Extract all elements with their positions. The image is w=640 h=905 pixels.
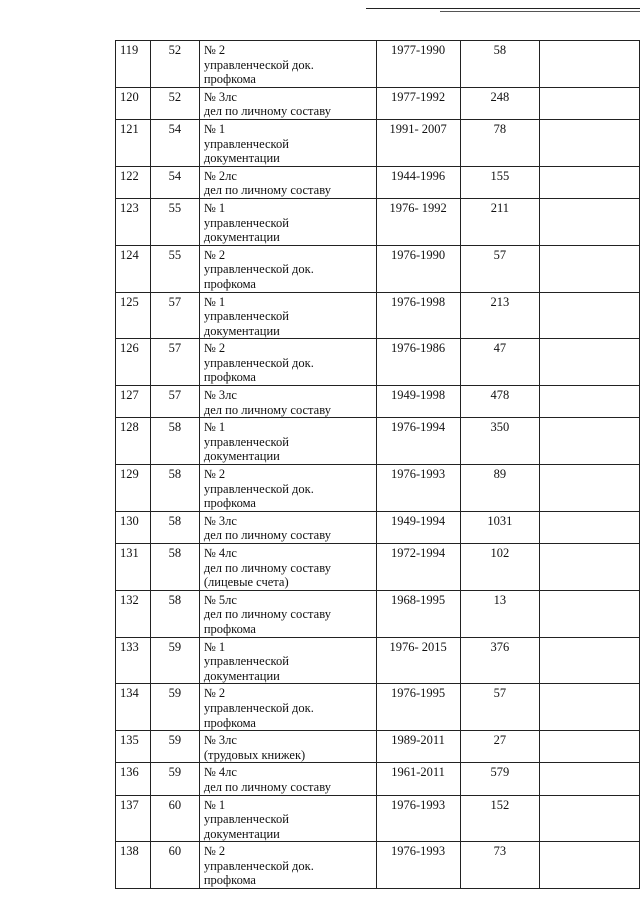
note-cell: [540, 684, 640, 731]
inventory-title-line: профкома: [203, 276, 256, 291]
inventory-title-line: № 2: [203, 467, 226, 482]
fond-number-cell: 54: [150, 119, 199, 166]
row-number-cell: 121: [116, 119, 151, 166]
file-count-cell: 57: [460, 684, 540, 731]
table-row: [116, 166, 640, 198]
date-range-cell: 1949-1998: [376, 386, 460, 418]
inventory-title-line: дел по личному составу: [203, 560, 331, 575]
table-row: [116, 795, 640, 842]
row-number-cell: 130: [116, 511, 151, 543]
inventory-title-cell: [199, 465, 376, 512]
inventory-title-line: управленческой док.: [203, 355, 314, 370]
inventory-title-line: дел по личному составу: [203, 779, 331, 794]
inventory-title-line: № 3лс: [203, 89, 237, 104]
table-row: [116, 245, 640, 292]
inventory-title-line: № 2: [203, 844, 226, 859]
file-count-cell: 213: [460, 292, 540, 339]
fond-number-cell: 59: [150, 684, 199, 731]
inventory-title-cell: [199, 166, 376, 198]
row-number-cell: 120: [116, 87, 151, 119]
inventory-title-cell: [199, 119, 376, 166]
date-range-cell: 1976-1994: [376, 418, 460, 465]
inventory-title-cell: [199, 637, 376, 684]
inventory-title-cell: [199, 418, 376, 465]
inventory-title-line: управленческой: [203, 136, 289, 151]
note-cell: [540, 795, 640, 842]
note-cell: [540, 198, 640, 245]
fond-number-cell: 58: [150, 418, 199, 465]
file-count-cell: 27: [460, 731, 540, 763]
table-row: [116, 731, 640, 763]
table-row: [116, 842, 640, 889]
row-number-cell: 126: [116, 339, 151, 386]
fond-number-cell: 55: [150, 245, 199, 292]
inventory-title-line: № 1: [203, 639, 226, 654]
table-row: [116, 198, 640, 245]
inventory-title-cell: [199, 763, 376, 795]
inventory-title-cell: [199, 198, 376, 245]
inventory-title-line: дел по личному составу: [203, 607, 331, 622]
inventory-title-line: документации: [203, 230, 280, 245]
date-range-cell: 1961-2011: [376, 763, 460, 795]
file-count-cell: 57: [460, 245, 540, 292]
note-cell: [540, 731, 640, 763]
inventory-title-line: дел по личному составу: [203, 528, 331, 543]
inventory-title-line: № 2: [203, 247, 226, 262]
date-range-cell: 1976-1995: [376, 684, 460, 731]
file-count-cell: 350: [460, 418, 540, 465]
note-cell: [540, 292, 640, 339]
archive-inventory-table: [115, 40, 640, 889]
fond-number-cell: 52: [150, 41, 199, 88]
file-count-cell: 13: [460, 590, 540, 637]
fond-number-cell: 57: [150, 292, 199, 339]
inventory-title-line: № 5лс: [203, 592, 237, 607]
table-row: [116, 292, 640, 339]
date-range-cell: 1976-1993: [376, 795, 460, 842]
inventory-title-line: профкома: [203, 72, 256, 87]
fond-number-cell: 60: [150, 842, 199, 889]
inventory-title-line: профкома: [203, 621, 256, 636]
inventory-title-cell: [199, 590, 376, 637]
date-range-cell: 1976-1993: [376, 842, 460, 889]
inventory-title-cell: [199, 87, 376, 119]
row-number-cell: 127: [116, 386, 151, 418]
file-count-cell: 152: [460, 795, 540, 842]
file-count-cell: 478: [460, 386, 540, 418]
date-range-cell: 1976- 1992: [376, 198, 460, 245]
file-count-cell: 102: [460, 544, 540, 591]
inventory-title-line: № 1: [203, 121, 226, 136]
file-count-cell: 47: [460, 339, 540, 386]
inventory-title-cell: [199, 511, 376, 543]
header-rule: [366, 8, 640, 9]
inventory-title-line: профкома: [203, 715, 256, 730]
file-count-cell: 1031: [460, 511, 540, 543]
row-number-cell: 119: [116, 41, 151, 88]
fond-number-cell: 59: [150, 637, 199, 684]
date-range-cell: 1972-1994: [376, 544, 460, 591]
fond-number-cell: 57: [150, 339, 199, 386]
inventory-title-line: управленческой док.: [203, 262, 314, 277]
row-number-cell: 124: [116, 245, 151, 292]
fond-number-cell: 58: [150, 511, 199, 543]
inventory-title-cell: [199, 731, 376, 763]
date-range-cell: 1976-1998: [376, 292, 460, 339]
row-number-cell: 125: [116, 292, 151, 339]
row-number-cell: 132: [116, 590, 151, 637]
inventory-title-cell: [199, 386, 376, 418]
table-row: [116, 684, 640, 731]
table-row: [116, 41, 640, 88]
file-count-cell: 78: [460, 119, 540, 166]
row-number-cell: 129: [116, 465, 151, 512]
note-cell: [540, 245, 640, 292]
note-cell: [540, 763, 640, 795]
row-number-cell: 138: [116, 842, 151, 889]
file-count-cell: 73: [460, 842, 540, 889]
note-cell: [540, 842, 640, 889]
inventory-title-line: (лицевые счета): [203, 575, 289, 590]
table-row: [116, 339, 640, 386]
inventory-title-line: № 1: [203, 294, 226, 309]
inventory-title-line: документации: [203, 151, 280, 166]
inventory-title-cell: [199, 41, 376, 88]
inventory-title-cell: [199, 339, 376, 386]
date-range-cell: 1968-1995: [376, 590, 460, 637]
inventory-title-cell: [199, 684, 376, 731]
row-number-cell: 135: [116, 731, 151, 763]
table-row: [116, 544, 640, 591]
note-cell: [540, 465, 640, 512]
file-count-cell: 89: [460, 465, 540, 512]
inventory-title-line: № 4лс: [203, 546, 237, 560]
inventory-title-line: № 3лс: [203, 388, 237, 403]
table-row: [116, 763, 640, 795]
inventory-title-line: № 4лс: [203, 765, 237, 780]
inventory-title-line: управленческой: [203, 215, 289, 230]
inventory-title-line: профкома: [203, 496, 256, 511]
date-range-cell: 1977-1990: [376, 41, 460, 88]
row-number-cell: 136: [116, 763, 151, 795]
date-range-cell: 1949-1994: [376, 511, 460, 543]
file-count-cell: 155: [460, 166, 540, 198]
row-number-cell: 128: [116, 418, 151, 465]
fond-number-cell: 58: [150, 544, 199, 591]
inventory-title-line: № 2: [203, 43, 226, 57]
inventory-title-line: профкома: [203, 873, 256, 888]
table-row: [116, 119, 640, 166]
inventory-title-line: № 2: [203, 686, 226, 701]
date-range-cell: 1944-1996: [376, 166, 460, 198]
file-count-cell: 376: [460, 637, 540, 684]
inventory-title-line: № 2лс: [203, 168, 237, 183]
note-cell: [540, 41, 640, 88]
table-row: [116, 418, 640, 465]
note-cell: [540, 87, 640, 119]
inventory-title-line: дел по личному составу: [203, 183, 331, 198]
inventory-title-line: № 3лс: [203, 733, 237, 748]
note-cell: [540, 418, 640, 465]
table-body: [116, 41, 640, 889]
note-cell: [540, 511, 640, 543]
inventory-title-line: управленческой док.: [203, 57, 314, 72]
inventory-title-line: № 1: [203, 200, 226, 215]
file-count-cell: 579: [460, 763, 540, 795]
fond-number-cell: 58: [150, 590, 199, 637]
date-range-cell: 1989-2011: [376, 731, 460, 763]
fond-number-cell: 55: [150, 198, 199, 245]
file-count-cell: 248: [460, 87, 540, 119]
note-cell: [540, 637, 640, 684]
inventory-title-cell: [199, 795, 376, 842]
inventory-title-line: (трудовых книжек): [203, 747, 306, 762]
row-number-cell: 134: [116, 684, 151, 731]
date-range-cell: 1976-1993: [376, 465, 460, 512]
row-number-cell: 137: [116, 795, 151, 842]
date-range-cell: 1991- 2007: [376, 119, 460, 166]
table-row: [116, 87, 640, 119]
row-number-cell: 133: [116, 637, 151, 684]
inventory-title-line: документации: [203, 323, 280, 338]
fond-number-cell: 60: [150, 795, 199, 842]
inventory-title-line: № 1: [203, 797, 226, 812]
inventory-title-line: № 1: [203, 420, 226, 435]
inventory-title-cell: [199, 544, 376, 591]
fond-number-cell: 58: [150, 465, 199, 512]
inventory-title-line: управленческой док.: [203, 858, 314, 873]
date-range-cell: 1977-1992: [376, 87, 460, 119]
inventory-title-line: управленческой: [203, 309, 289, 324]
inventory-title-cell: [199, 842, 376, 889]
inventory-title-line: дел по личному составу: [203, 104, 331, 119]
inventory-title-line: документации: [203, 826, 280, 841]
inventory-title-cell: [199, 245, 376, 292]
fond-number-cell: 59: [150, 731, 199, 763]
table-row: [116, 637, 640, 684]
inventory-title-line: управленческой: [203, 654, 289, 669]
table-row: [116, 590, 640, 637]
table-row: [116, 386, 640, 418]
inventory-title-line: управленческой: [203, 812, 289, 827]
inventory-title-cell: [199, 292, 376, 339]
note-cell: [540, 119, 640, 166]
date-range-cell: 1976- 2015: [376, 637, 460, 684]
fond-number-cell: 52: [150, 87, 199, 119]
fond-number-cell: 59: [150, 763, 199, 795]
file-count-cell: 211: [460, 198, 540, 245]
inventory-title-line: управленческой док.: [203, 700, 314, 715]
row-number-cell: 123: [116, 198, 151, 245]
inventory-title-line: управленческой док.: [203, 481, 314, 496]
inventory-title-line: документации: [203, 449, 280, 464]
inventory-title-line: дел по личному составу: [203, 402, 331, 417]
note-cell: [540, 544, 640, 591]
fond-number-cell: 57: [150, 386, 199, 418]
inventory-title-line: № 2: [203, 341, 226, 356]
note-cell: [540, 590, 640, 637]
date-range-cell: 1976-1990: [376, 245, 460, 292]
inventory-title-line: управленческой: [203, 434, 289, 449]
row-number-cell: 122: [116, 166, 151, 198]
header-rule-secondary: [440, 11, 640, 12]
inventory-title-line: профкома: [203, 370, 256, 385]
date-range-cell: 1976-1986: [376, 339, 460, 386]
row-number-cell: 131: [116, 544, 151, 591]
inventory-title-line: № 3лс: [203, 513, 237, 528]
inventory-title-line: документации: [203, 668, 280, 683]
note-cell: [540, 339, 640, 386]
note-cell: [540, 386, 640, 418]
table-row: [116, 465, 640, 512]
note-cell: [540, 166, 640, 198]
fond-number-cell: 54: [150, 166, 199, 198]
table-row: [116, 511, 640, 543]
file-count-cell: 58: [460, 41, 540, 88]
